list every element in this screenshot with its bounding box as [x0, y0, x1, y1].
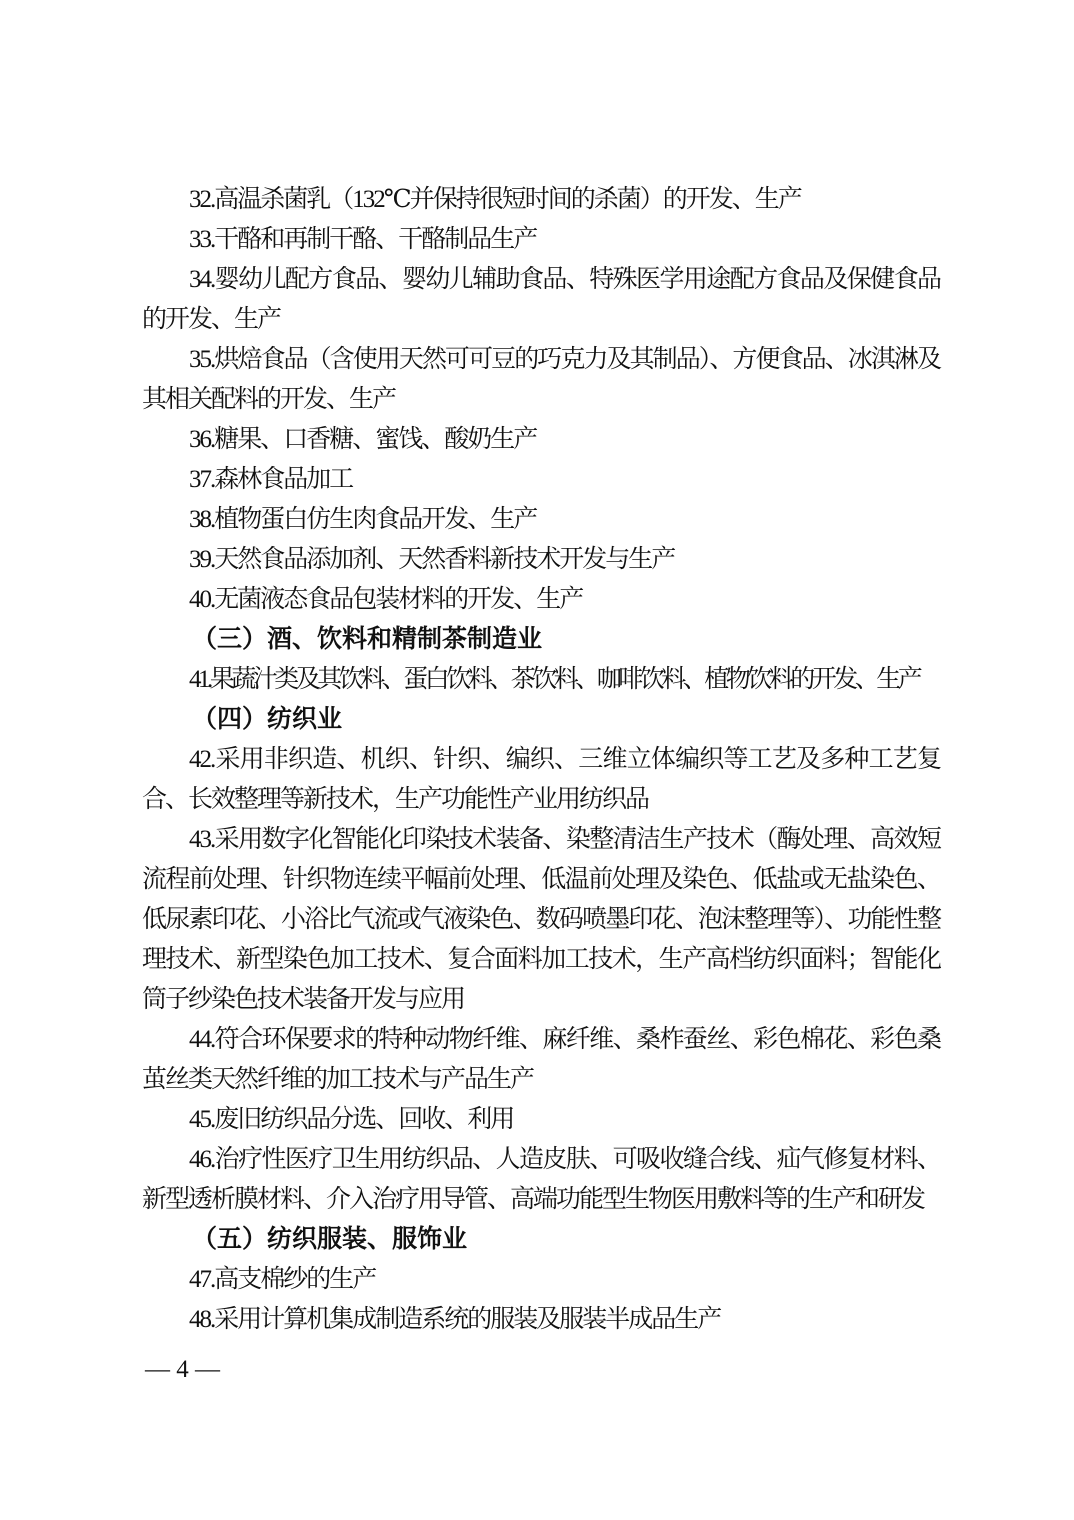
catalog-item: 47.高支棉纱的生产	[189, 1266, 376, 1293]
catalog-item: 32.高温杀菌乳（132℃并保持很短时间的杀菌）的开发、生产	[189, 186, 801, 213]
catalog-item: 38.植物蛋白仿生肉食品开发、生产	[189, 506, 537, 533]
catalog-item: 36.糖果、口香糖、蜜饯、酸奶生产	[189, 426, 537, 453]
section-heading: （三）酒、饮料和精制茶制造业	[192, 626, 543, 653]
catalog-item: 37.森林食品加工	[189, 466, 353, 493]
catalog-item: 34.婴幼儿配方食品、婴幼儿辅助食品、特殊医学用途配方食品及保健食品的开发、生产	[142, 266, 940, 333]
catalog-item: 41.果蔬汁类及其饮料、蛋白饮料、茶饮料、咖啡饮料、植物饮料的开发、生产	[189, 666, 920, 693]
page-number: — 4 —	[145, 1356, 220, 1383]
catalog-item: 46.治疗性医疗卫生用纺织品、人造皮肤、可吸收缝合线、疝气修复材料、新型透析膜材料、介入治疗用导管、高端功能型生物医用敷料等的生产和研发	[142, 1146, 940, 1213]
catalog-item: 43.采用数字化智能化印染技术装备、染整清洁生产技术（酶处理、高效短流程前处理、针织物连续平幅前处理、低温前处理及染色、低盐或无盐染色、低尿素印花、小浴比气流或气液染色、数码喷墨印花、泡沫整理等）、功能性整理技术、新型染色加工技术、复合面料加工技术，生产高档纺织面料；智能化筒子纱染色技术装备开发与应用	[142, 826, 940, 1013]
catalog-item: 45.废旧纺织品分选、回收、利用	[189, 1106, 514, 1133]
catalog-item: 42.采用非织造、机织、针织、编织、三维立体编织等工艺及多种工艺复合、长效整理等新技术，生产功能性产业用纺织品	[142, 746, 940, 813]
section-heading: （五）纺织服装、服饰业	[192, 1226, 468, 1253]
catalog-item: 48.采用计算机集成制造系统的服装及服装半成品生产	[189, 1306, 721, 1333]
catalog-item: 33.干酪和再制干酪、干酪制品生产	[189, 226, 537, 253]
catalog-item: 39.天然食品添加剂、天然香料新技术开发与生产	[189, 546, 675, 573]
catalog-item: 35.烘焙食品（含使用天然可可豆的巧克力及其制品）、方便食品、冰淇淋及其相关配料的开发、生产	[142, 346, 940, 413]
catalog-item: 44.符合环保要求的特种动物纤维、麻纤维、桑柞蚕丝、彩色棉花、彩色桑茧丝类天然纤维的加工技术与产品生产	[142, 1026, 940, 1093]
catalog-item: 40.无菌液态食品包装材料的开发、生产	[189, 586, 583, 613]
section-heading: （四）纺织业	[192, 706, 343, 733]
document-body	[142, 180, 940, 1340]
